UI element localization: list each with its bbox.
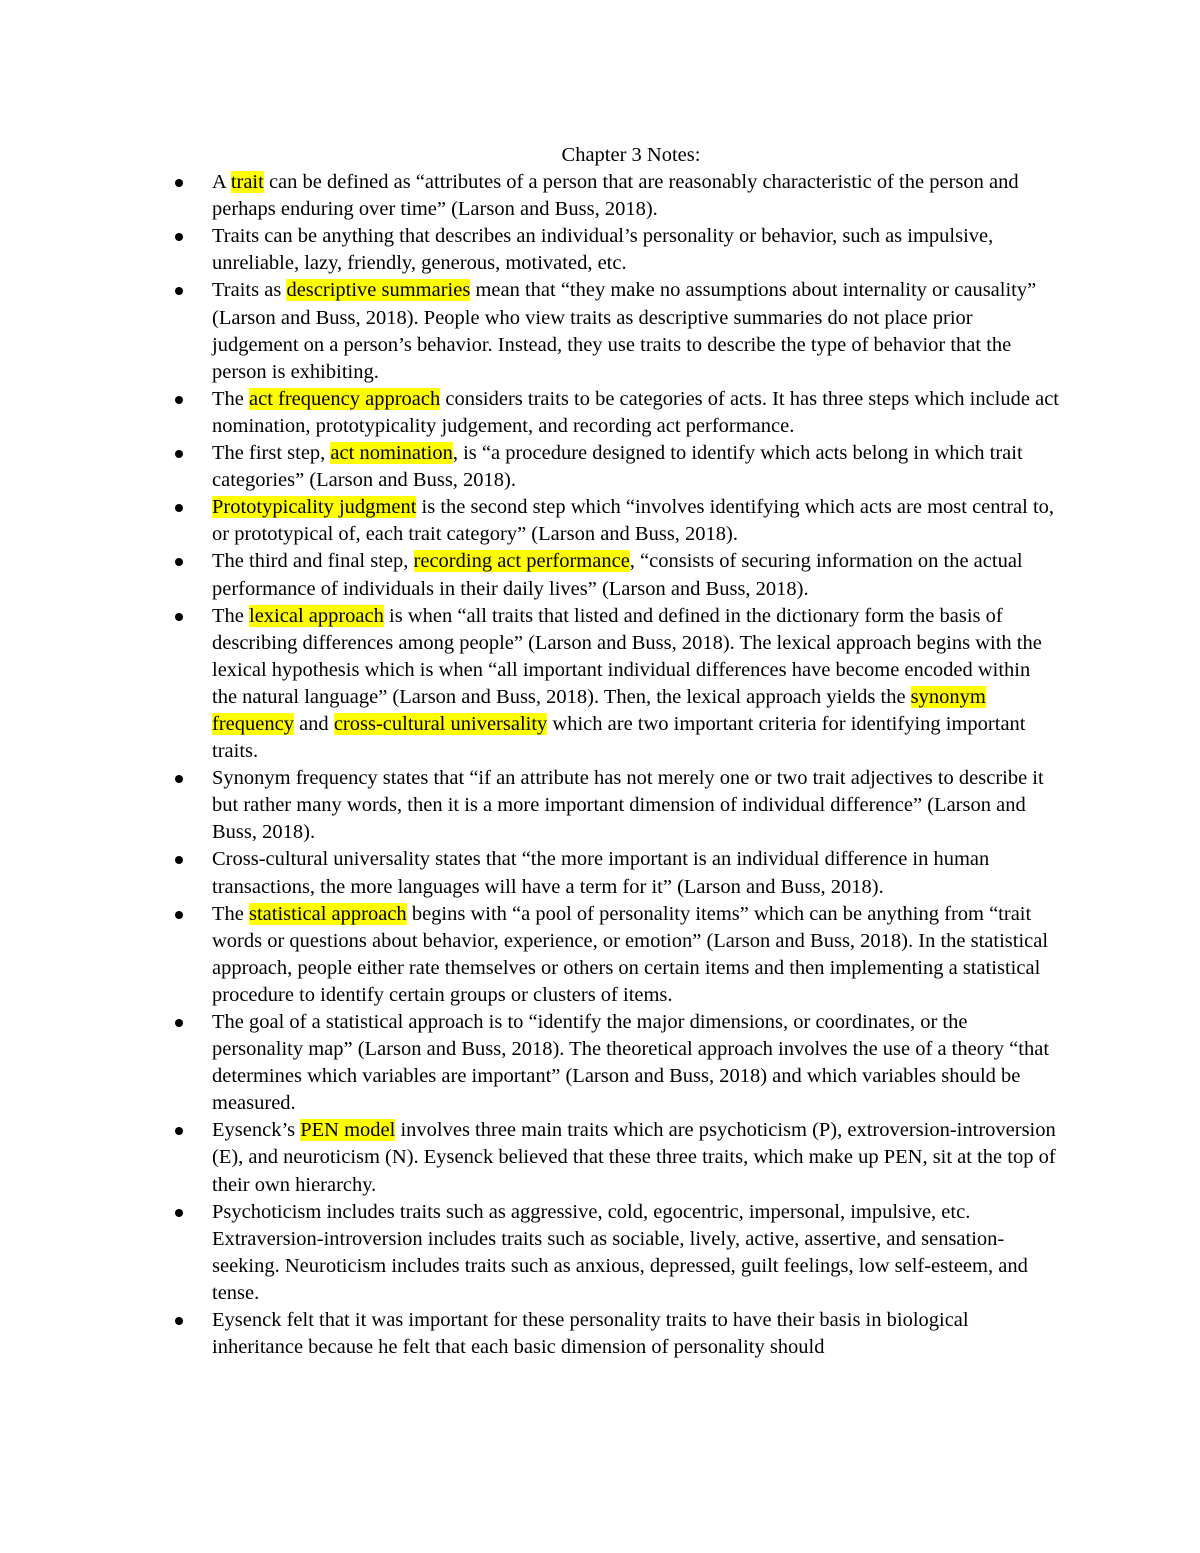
bullet-icon <box>175 1209 183 1217</box>
bullet-icon <box>175 396 183 404</box>
highlighted-term: statistical approach <box>249 902 407 925</box>
note-text: , “consists of securing information on the actual performance of individuals in their daily lives” (Larson and Buss, 2018). <box>212 550 1023 600</box>
note-text: Traits as <box>212 279 287 302</box>
note-text: which are two important criteria for identifying important traits. <box>212 712 1026 763</box>
highlighted-term: Prototypicality judgment <box>212 496 417 519</box>
note-text: Synonym frequency states that “if an attribute has not merely one or two trait adjectives to describe it but rather many words, then it is a more important dimension of individual difference” (Larson and Buss, 2018). <box>212 767 1044 844</box>
list-item <box>172 169 1060 223</box>
list-item <box>172 386 1060 440</box>
note-text: mean that “they make no assumptions about internality or causality” (Larson and Buss, 2018). People who view traits as descriptive summaries do not place prior judgement on a person’s behavior. Instead, they use traits to describe the type of behavior that the person is exhibiting. <box>212 279 1037 383</box>
highlighted-term: cross-cultural universality <box>333 712 548 735</box>
note-text: Eysenck felt that it was important for these personality traits to have their basis in biological inheritance because he felt that each basic dimension of personality should <box>212 1309 969 1359</box>
highlighted-term: trait <box>230 171 264 194</box>
bullet-icon <box>175 1317 183 1325</box>
bullet-icon <box>175 911 183 919</box>
notes-list <box>172 169 1060 1361</box>
bullet-icon <box>175 558 183 566</box>
list-item <box>172 223 1060 277</box>
bullet-icon <box>175 504 183 512</box>
note-text: Traits can be anything that describes an individual’s personality or behavior, such as impulsive, unreliable, lazy, friendly, generous, motivated, etc. <box>212 225 994 275</box>
list-item <box>172 765 1060 846</box>
note-text: begins with “a pool of personality items” which can be anything from “trait words or questions about behavior, experience, or emotion” (Larson and Buss, 2018). In the statistical approach, people either rate themselves or others on certain items and then implementing a statistical procedure to identify certain groups or clusters of items. <box>212 902 1049 1006</box>
bullet-icon <box>175 179 183 187</box>
highlighted-term: descriptive summaries <box>286 279 471 302</box>
page-title: Chapter 3 Notes: <box>561 144 701 166</box>
note-text: is the second step which “involves identifying which acts are most central to, or prototypical of, each trait category” (Larson and Buss, 2018). <box>212 496 1055 546</box>
list-item <box>172 1009 1060 1117</box>
note-text: The first step, <box>212 442 331 465</box>
note-text: considers traits to be categories of acts. It has three steps which include act nomination, prototypicality judgement, and recording act performance. <box>212 387 1059 437</box>
list-item <box>172 1199 1060 1307</box>
bullet-icon <box>175 233 183 241</box>
bullet-icon <box>175 613 183 621</box>
note-text: Cross-cultural universality states that “the more important is an individual difference in human transactions, the more languages will have a term for it” (Larson and Buss, 2018). <box>212 848 990 898</box>
note-text: is when “all traits that listed and defined in the dictionary form the basis of describing differences among people” (Larson and Buss, 2018). The lexical approach begins with the lexical hypothesis which is when “all important individual differences have become encoded within the natural language” (Larson and Buss, 2018). Then, the lexical approach yields the <box>212 604 1042 708</box>
note-text: and <box>293 712 334 735</box>
note-text: The <box>212 604 249 627</box>
note-text: involves three main traits which are psychoticism (P), extroversion-introversion (E), and neuroticism (N). Eysenck believed that these three traits, which make up PEN, sit at the top of their own hierarchy. <box>212 1119 1056 1196</box>
note-text: , is “a procedure designed to identify which acts belong in which trait categories” (Larson and Buss, 2018). <box>212 442 1023 492</box>
note-text: A <box>212 171 231 194</box>
list-item <box>172 440 1060 494</box>
note-text: The goal of a statistical approach is to “identify the major dimensions, or coordinates, or the personality map” (Larson and Buss, 2018). The theoretical approach involves the use of a theory “that determines which variables are important” (Larson and Buss, 2018) and which variables should be measured. <box>212 1011 1050 1115</box>
highlighted-term: lexical approach <box>249 604 384 627</box>
bullet-icon <box>175 856 183 864</box>
list-item <box>172 901 1060 1009</box>
list-item <box>172 494 1060 548</box>
highlighted-term: act frequency approach <box>249 387 441 410</box>
list-item <box>172 846 1060 900</box>
highlighted-term: act nomination <box>330 442 453 465</box>
highlighted-term: synonym frequency <box>212 685 986 735</box>
list-item <box>172 277 1060 385</box>
bullet-icon <box>175 1019 183 1027</box>
highlighted-term: PEN model <box>300 1119 396 1142</box>
bullet-icon <box>175 1127 183 1135</box>
list-item <box>172 1307 1060 1361</box>
bullet-icon <box>175 775 183 783</box>
list-item <box>172 603 1060 766</box>
note-text: Psychoticism includes traits such as aggressive, cold, egocentric, impersonal, impulsive, etc. Extraversion-introversion includes traits such as sociable, lively, active, assertive, and sensation-seeking. Neuroticism includes traits such as anxious, depressed, guilt feelings, low self-esteem, and tense. <box>212 1200 1028 1304</box>
note-text: can be defined as “attributes of a person that are reasonably characteristic of the person and perhaps enduring over time” (Larson and Buss, 2018). <box>212 171 1019 221</box>
note-text: Eysenck’s <box>212 1119 301 1142</box>
bullet-icon <box>175 287 183 295</box>
list-item <box>172 1117 1060 1198</box>
note-text: The <box>212 387 249 410</box>
list-item <box>172 548 1060 602</box>
note-text: The <box>212 902 249 925</box>
note-text: The third and final step, <box>212 550 414 573</box>
bullet-icon <box>175 450 183 458</box>
highlighted-term: recording act performance <box>413 550 630 573</box>
